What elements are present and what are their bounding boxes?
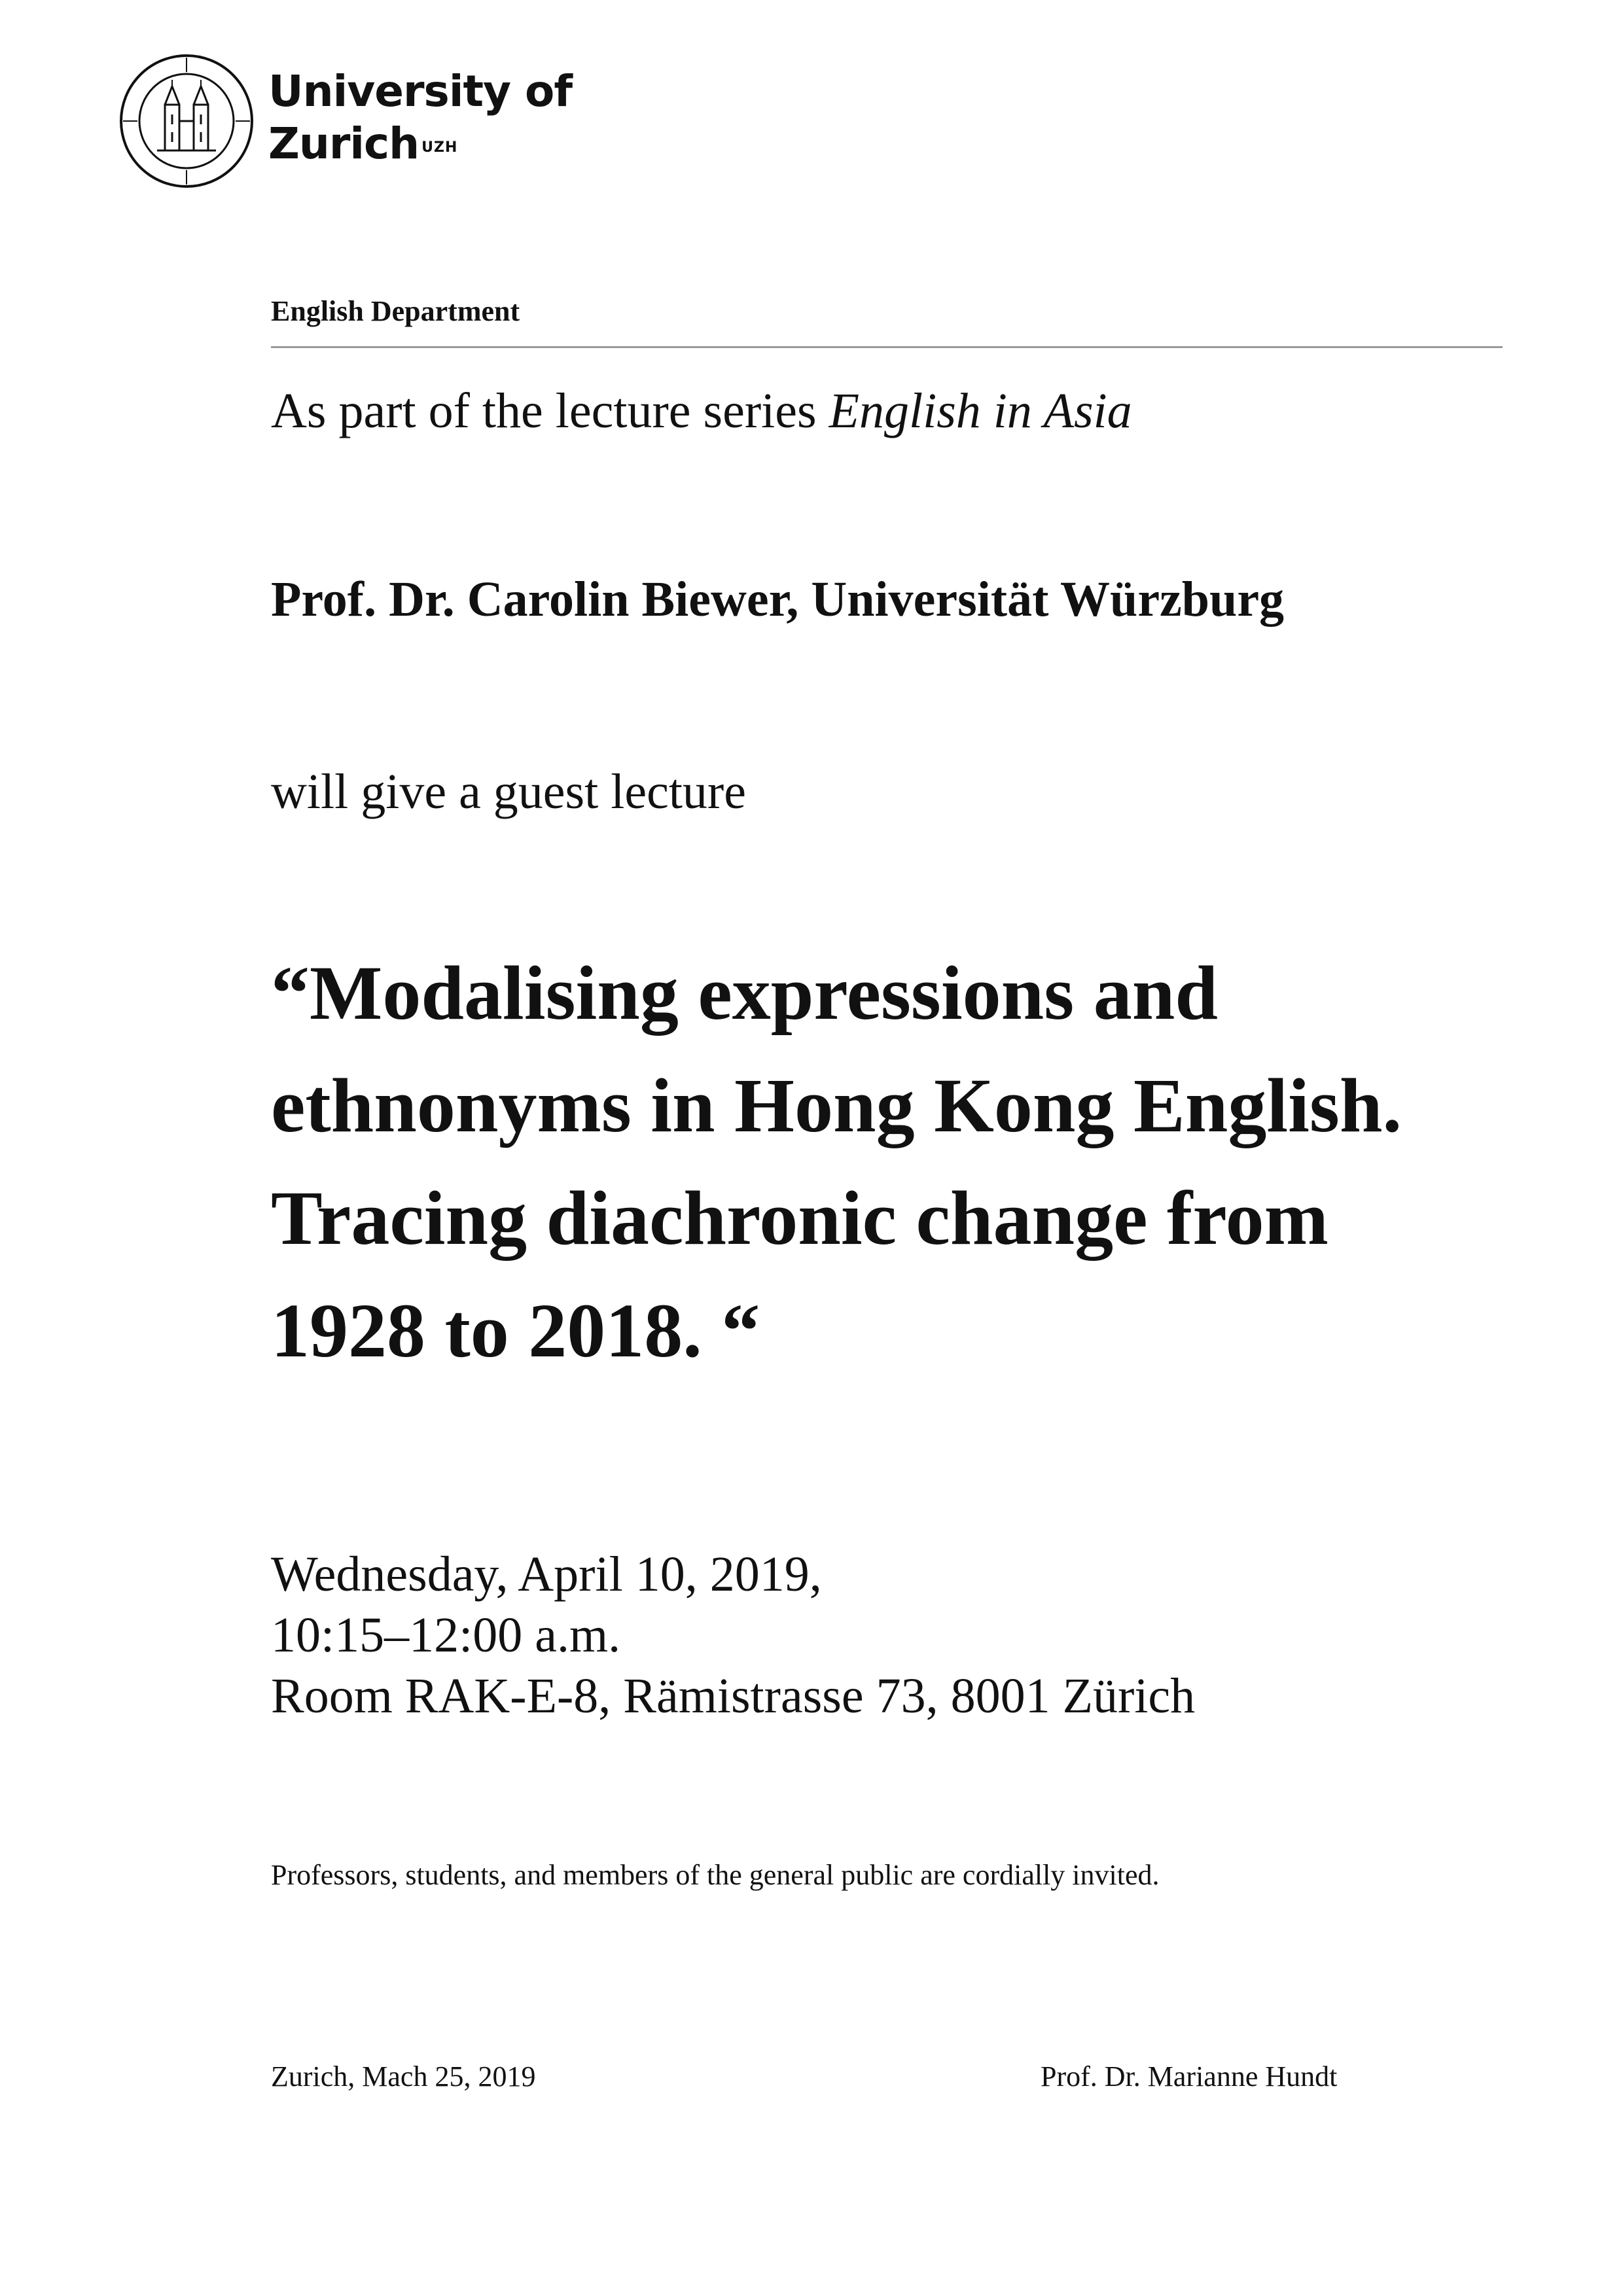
wordmark-uzh: UZH [421, 139, 458, 156]
header-divider [271, 346, 1503, 348]
lecture-series-line [271, 378, 1132, 444]
lecture-title-line: Tracing diachronic change from [271, 1175, 1329, 1261]
series-prefix: As part of the lecture series [271, 383, 829, 438]
lecture-title-line: “Modalising expressions and [271, 950, 1218, 1036]
event-time: 10:15–12:00 a.m. [271, 1608, 621, 1663]
wordmark-zurich: Zurich [268, 118, 419, 169]
university-logo [118, 52, 573, 190]
lecture-title [271, 937, 1402, 1387]
event-date: Wednesday, April 10, 2019, [271, 1547, 822, 1602]
university-wordmark [268, 65, 572, 170]
department-name: English Department [271, 295, 520, 327]
wordmark-line-2 [268, 118, 572, 170]
series-name: English in Asia [829, 383, 1132, 438]
footer-signatory: Prof. Dr. Marianne Hundt [1041, 2060, 1338, 2093]
invitation-note: Professors, students, and members of the general public are cordially invited. [271, 1859, 1160, 1891]
wordmark-line-1: University of [268, 66, 573, 116]
speaker-name: Prof. Dr. Carolin Biewer, Universität Würzburg [271, 572, 1285, 627]
lecture-title-line: ethnonyms in Hong Kong English. [271, 1063, 1402, 1148]
footer-place-date: Zurich, Mach 25, 2019 [271, 2060, 536, 2093]
lecture-title-line: 1928 to 2018. “ [271, 1288, 760, 1373]
university-seal-icon [118, 52, 255, 190]
event-location: Room RAK-E-8, Rämistrasse 73, 8001 Zürich [271, 1669, 1196, 1723]
event-details [271, 1544, 1195, 1727]
guest-lecture-line: will give a guest lecture [271, 764, 746, 819]
